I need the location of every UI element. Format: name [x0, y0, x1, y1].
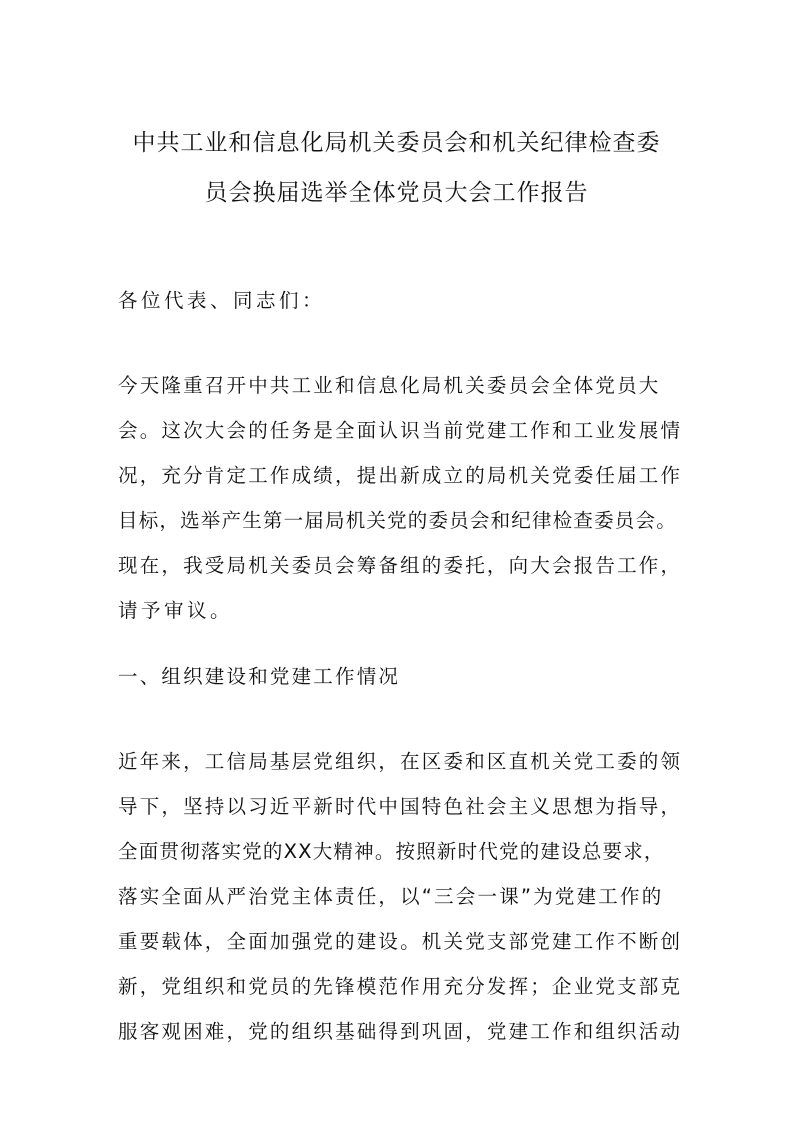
paragraph2-line-4: 落实全面从严治党主体责任，以“三会一课”为党建工作的 [118, 885, 664, 908]
paragraph1-line-5: 现在，我受局机关委员会筹备组的委托，向大会报告工作， [118, 554, 683, 577]
paragraph1-line-2: 会。这次大会的任务是全面认识当前党建工作和工业发展情 [118, 419, 683, 442]
paragraph2-line-6: 新，党组织和党员的先锋模范作用充分发挥；企业党支部克 [118, 975, 683, 998]
paragraph1-line-3: 况，充分肯定工作成绩，提出新成立的局机关党委任届工作 [118, 464, 683, 487]
document-title-line-2: 员会换届选举全体党员大会工作报告 [204, 180, 589, 206]
paragraph2-line-2: 导下，坚持以习近平新时代中国特色社会主义思想为指导， [118, 795, 683, 818]
paragraph1-line-4: 目标，选举产生第一届局机关党的委员会和纪律检查委员会。 [118, 509, 677, 532]
salutation: 各位代表、同志们： [118, 289, 326, 312]
paragraph2-line-1: 近年来，工信局基层党组织，在区委和区直机关党工委的领 [118, 750, 683, 773]
paragraph2-line-3: 全面贯彻落实党的XX大精神。按照新时代党的建设总要求， [118, 840, 665, 863]
paragraph1-line-1: 今天隆重召开中共工业和信息化局机关委员会全体党员大 [118, 374, 661, 397]
section-heading: 一、组织建设和党建工作情况 [118, 665, 401, 688]
paragraph2-line-5: 重要载体，全面加强党的建设。机关党支部党建工作不断创 [118, 930, 683, 953]
paragraph2-line-7: 服客观困难，党的组织基础得到巩固，党建工作和组织活动 [118, 1020, 683, 1043]
document-title-line-1: 中共工业和信息化局机关委员会和机关纪律检查委 [132, 130, 661, 156]
paragraph1-line-6: 请予审议。 [118, 599, 234, 622]
